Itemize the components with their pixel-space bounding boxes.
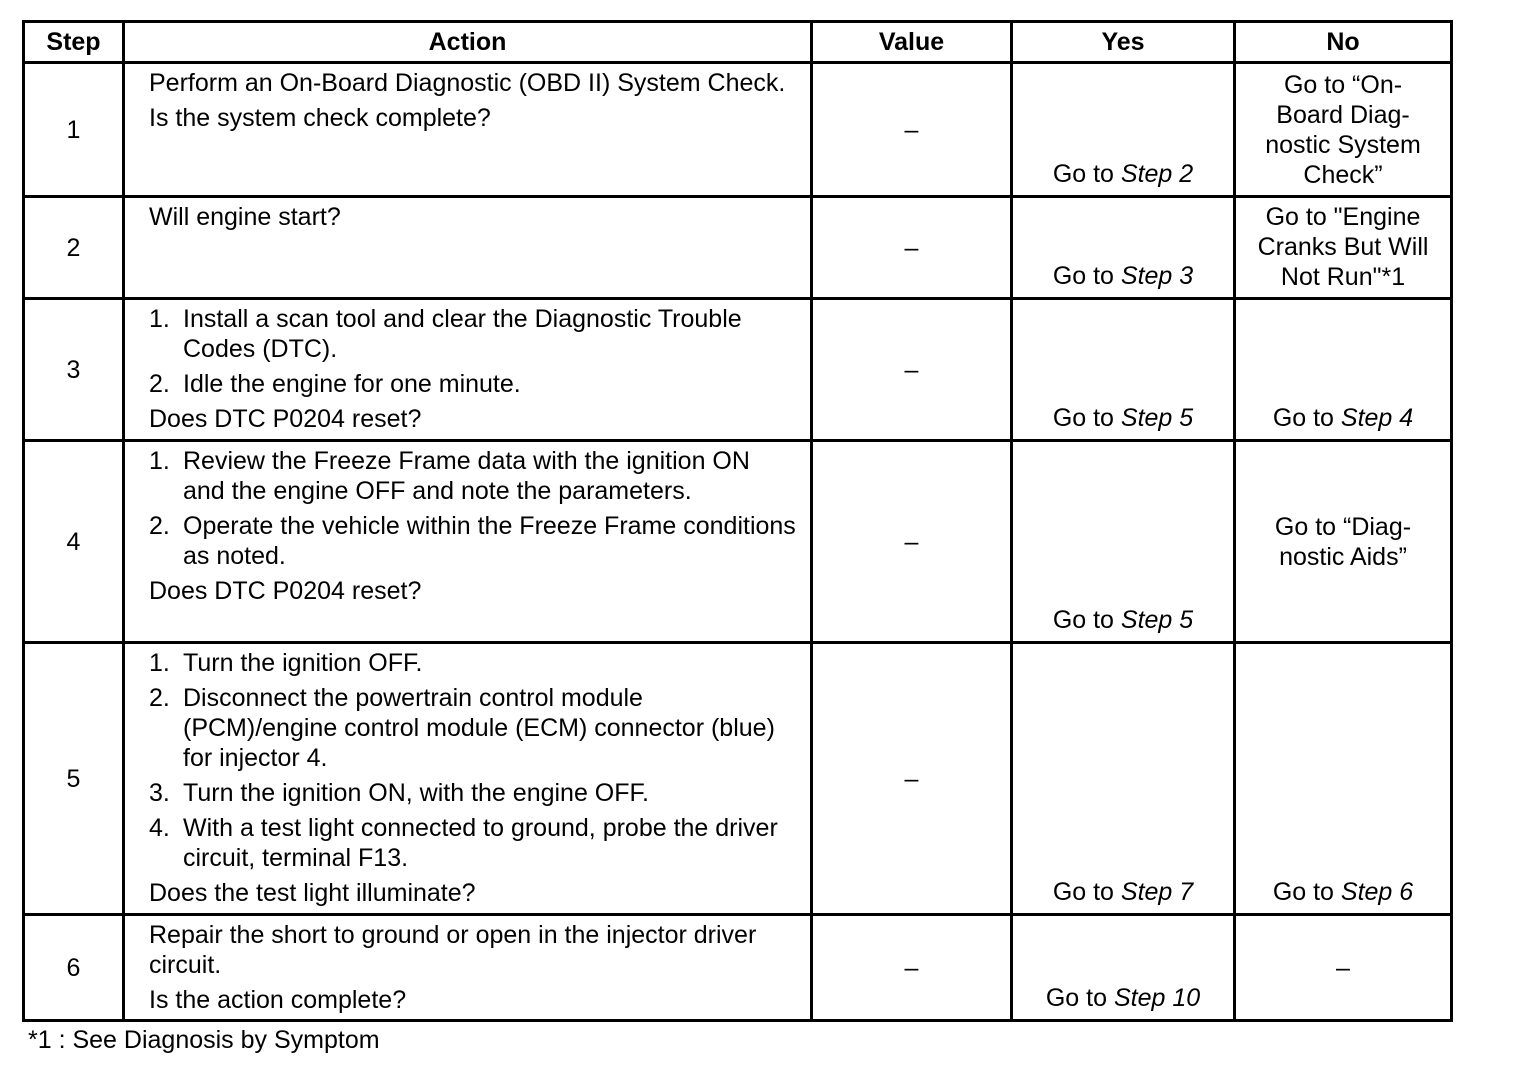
no-instruction: Go to “Diag-nostic Aids” bbox=[1274, 512, 1412, 571]
table-row bbox=[24, 915, 1452, 1021]
action-cell bbox=[124, 643, 812, 915]
header-row bbox=[24, 22, 1452, 63]
action-cell bbox=[124, 441, 812, 643]
action-numbered-item bbox=[149, 683, 796, 773]
header-value: Value bbox=[812, 22, 1012, 63]
action-item-text: Idle the engine for one minute. bbox=[183, 370, 521, 398]
no-instruction: – bbox=[1336, 953, 1350, 982]
yes-cell bbox=[1012, 63, 1235, 197]
action-item-number: 2. bbox=[149, 512, 170, 540]
header-action: Action bbox=[124, 22, 812, 63]
table-row bbox=[24, 643, 1452, 915]
action-text: Perform an On-Board Diagnostic (OBD II) System Check. bbox=[149, 69, 786, 97]
value-cell: – bbox=[812, 63, 1012, 197]
value-cell: – bbox=[812, 915, 1012, 1021]
no-cell bbox=[1235, 197, 1452, 299]
header-step: Step bbox=[24, 22, 124, 63]
action-item-number: 1. bbox=[149, 447, 170, 475]
yes-step-ref: Step 3 bbox=[1120, 262, 1194, 290]
action-text: Is the system check complete? bbox=[149, 104, 491, 132]
footnote: *1 : See Diagnosis by Symptom bbox=[28, 1026, 380, 1054]
yes-step-ref: Step 10 bbox=[1113, 984, 1201, 1012]
action-item-text: Turn the ignition ON, with the engine OFF. bbox=[183, 779, 649, 807]
yes-cell bbox=[1012, 197, 1235, 299]
action-item-text: Turn the ignition OFF. bbox=[183, 649, 423, 677]
step-cell: 1 bbox=[24, 63, 124, 197]
action-cell bbox=[124, 63, 812, 197]
yes-step-ref: Step 2 bbox=[1120, 160, 1194, 188]
yes-cell bbox=[1012, 441, 1235, 643]
action-cell bbox=[124, 299, 812, 441]
action-text: Is the action complete? bbox=[149, 986, 407, 1014]
action-numbered-item bbox=[149, 648, 796, 678]
no-instruction: Go to Step 4 bbox=[1272, 404, 1414, 432]
diagnostic-table bbox=[22, 20, 1453, 1022]
no-cell bbox=[1235, 63, 1452, 197]
step-cell: 5 bbox=[24, 643, 124, 915]
action-text: Does the test light illuminate? bbox=[149, 879, 476, 907]
yes-instruction: Go to Step 2 bbox=[1052, 160, 1194, 188]
header-yes: Yes bbox=[1012, 22, 1235, 63]
action-text: Repair the short to ground or open in the injector driver circuit. bbox=[149, 921, 757, 979]
action-item-number: 2. bbox=[149, 370, 170, 398]
yes-step-ref: Step 5 bbox=[1120, 404, 1194, 432]
table-row bbox=[24, 197, 1452, 299]
yes-step-ref: Step 5 bbox=[1120, 606, 1194, 634]
action-item-number: 3. bbox=[149, 779, 170, 807]
yes-instruction: Go to Step 5 bbox=[1052, 606, 1194, 634]
no-step-ref: Step 4 bbox=[1340, 404, 1414, 432]
action-cell bbox=[124, 197, 812, 299]
no-instruction: Go to “On-Board Diag-nostic System Check” bbox=[1265, 70, 1421, 189]
action-item-text: Install a scan tool and clear the Diagnostic Trouble Codes (DTC). bbox=[183, 305, 742, 363]
action-cell bbox=[124, 915, 812, 1021]
action-item-text: Review the Freeze Frame data with the ignition ON and the engine OFF and note the parameters. bbox=[183, 447, 750, 505]
step-cell: 2 bbox=[24, 197, 124, 299]
action-numbered-item bbox=[149, 511, 796, 571]
header-no: No bbox=[1235, 22, 1452, 63]
action-numbered-item bbox=[149, 369, 796, 399]
no-cell bbox=[1235, 299, 1452, 441]
action-text: Will engine start? bbox=[149, 203, 341, 231]
action-item-number: 2. bbox=[149, 684, 170, 712]
action-numbered-item bbox=[149, 778, 796, 808]
value-cell: – bbox=[812, 441, 1012, 643]
action-numbered-item bbox=[149, 446, 796, 506]
table-row bbox=[24, 441, 1452, 643]
step-cell: 3 bbox=[24, 299, 124, 441]
yes-step-ref: Step 7 bbox=[1120, 878, 1194, 906]
yes-instruction: Go to Step 7 bbox=[1052, 878, 1194, 906]
yes-cell bbox=[1012, 299, 1235, 441]
action-numbered-item bbox=[149, 813, 796, 873]
table-row bbox=[24, 299, 1452, 441]
action-item-number: 1. bbox=[149, 305, 170, 333]
action-item-text: Operate the vehicle within the Freeze Frame conditions as noted. bbox=[183, 512, 796, 570]
table-row bbox=[24, 63, 1452, 197]
action-numbered-item bbox=[149, 304, 796, 364]
no-step-ref: Step 6 bbox=[1340, 878, 1414, 906]
yes-instruction: Go to Step 10 bbox=[1045, 984, 1201, 1012]
no-instruction: Go to Step 6 bbox=[1272, 878, 1414, 906]
action-text: Does DTC P0204 reset? bbox=[149, 577, 422, 605]
step-cell: 4 bbox=[24, 441, 124, 643]
action-item-number: 4. bbox=[149, 814, 170, 842]
no-cell bbox=[1235, 643, 1452, 915]
value-cell: – bbox=[812, 643, 1012, 915]
no-cell bbox=[1235, 441, 1452, 643]
action-item-text: With a test light connected to ground, probe the driver circuit, terminal F13. bbox=[183, 814, 778, 872]
step-cell: 6 bbox=[24, 915, 124, 1021]
action-item-number: 1. bbox=[149, 649, 170, 677]
action-item-text: Disconnect the powertrain control module (PCM)/engine control module (ECM) connector (blue) for injector 4. bbox=[183, 684, 775, 772]
action-text: Does DTC P0204 reset? bbox=[149, 405, 422, 433]
yes-instruction: Go to Step 5 bbox=[1052, 404, 1194, 432]
yes-cell bbox=[1012, 643, 1235, 915]
yes-cell bbox=[1012, 915, 1235, 1021]
no-instruction: Go to "Engine Cranks But Will Not Run"*1 bbox=[1257, 203, 1429, 291]
value-cell: – bbox=[812, 299, 1012, 441]
yes-instruction: Go to Step 3 bbox=[1052, 262, 1194, 290]
no-cell bbox=[1235, 915, 1452, 1021]
value-cell: – bbox=[812, 197, 1012, 299]
